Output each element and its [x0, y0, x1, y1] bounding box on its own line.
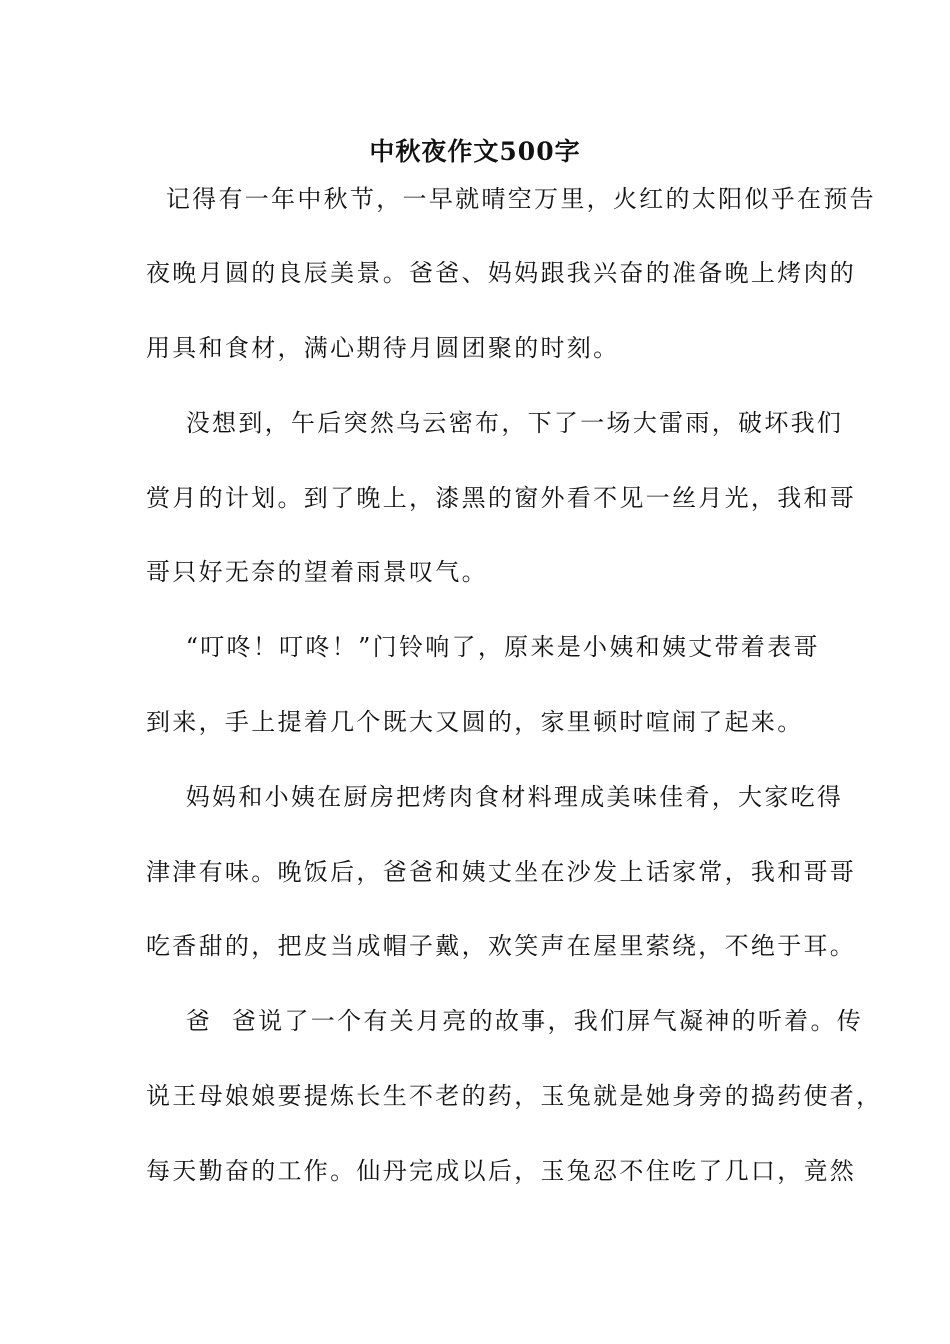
text-line: 说王母娘娘要提炼长生不老的药，玉兔就是她身旁的捣药使者， [146, 1082, 883, 1110]
text-line: 赏月的计划。到了晚上，漆黑的窗外看不见一丝月光，我和哥 [146, 484, 857, 512]
text-line: 记得有一年中秋节，一早就晴空万里，火红的太阳似乎在预告 [146, 185, 876, 213]
text-line: 哥只好无奈的望着雨景叹气。 [146, 558, 488, 586]
text-line: 每天勤奋的工作。仙丹完成以后，玉兔忍不住吃了几口，竟然 [146, 1157, 857, 1185]
text-line: 爸 爸说了一个有关月亮的故事，我们屏气凝神的听着。传 [146, 1007, 864, 1035]
text-line: 夜晚月圆的良辰美景。爸爸、妈妈跟我兴奋的准备晚上烤肉的 [146, 259, 857, 287]
text-line: 没想到，午后突然乌云密布，下了一场大雷雨，破坏我们 [146, 409, 844, 437]
text-line: 吃香甜的，把皮当成帽子戴，欢笑声在屋里萦绕，不绝于耳。 [146, 932, 857, 960]
text-line: 到来，手上提着几个既大又圆的，家里顿时喧闹了起来。 [146, 708, 804, 736]
text-line: “叮咚！叮咚！”门铃响了，原来是小姨和姨丈带着表哥 [146, 633, 820, 661]
text-line: 妈妈和小姨在厨房把烤肉食材料理成美味佳肴，大家吃得 [146, 783, 844, 811]
text-line: 用具和食材，满心期待月圆团聚的时刻。 [146, 334, 620, 362]
document-title: 中秋夜作文500字 [369, 137, 581, 166]
text-line: 津津有味。晚饭后，爸爸和姨丈坐在沙发上话家常，我和哥哥 [146, 858, 857, 886]
